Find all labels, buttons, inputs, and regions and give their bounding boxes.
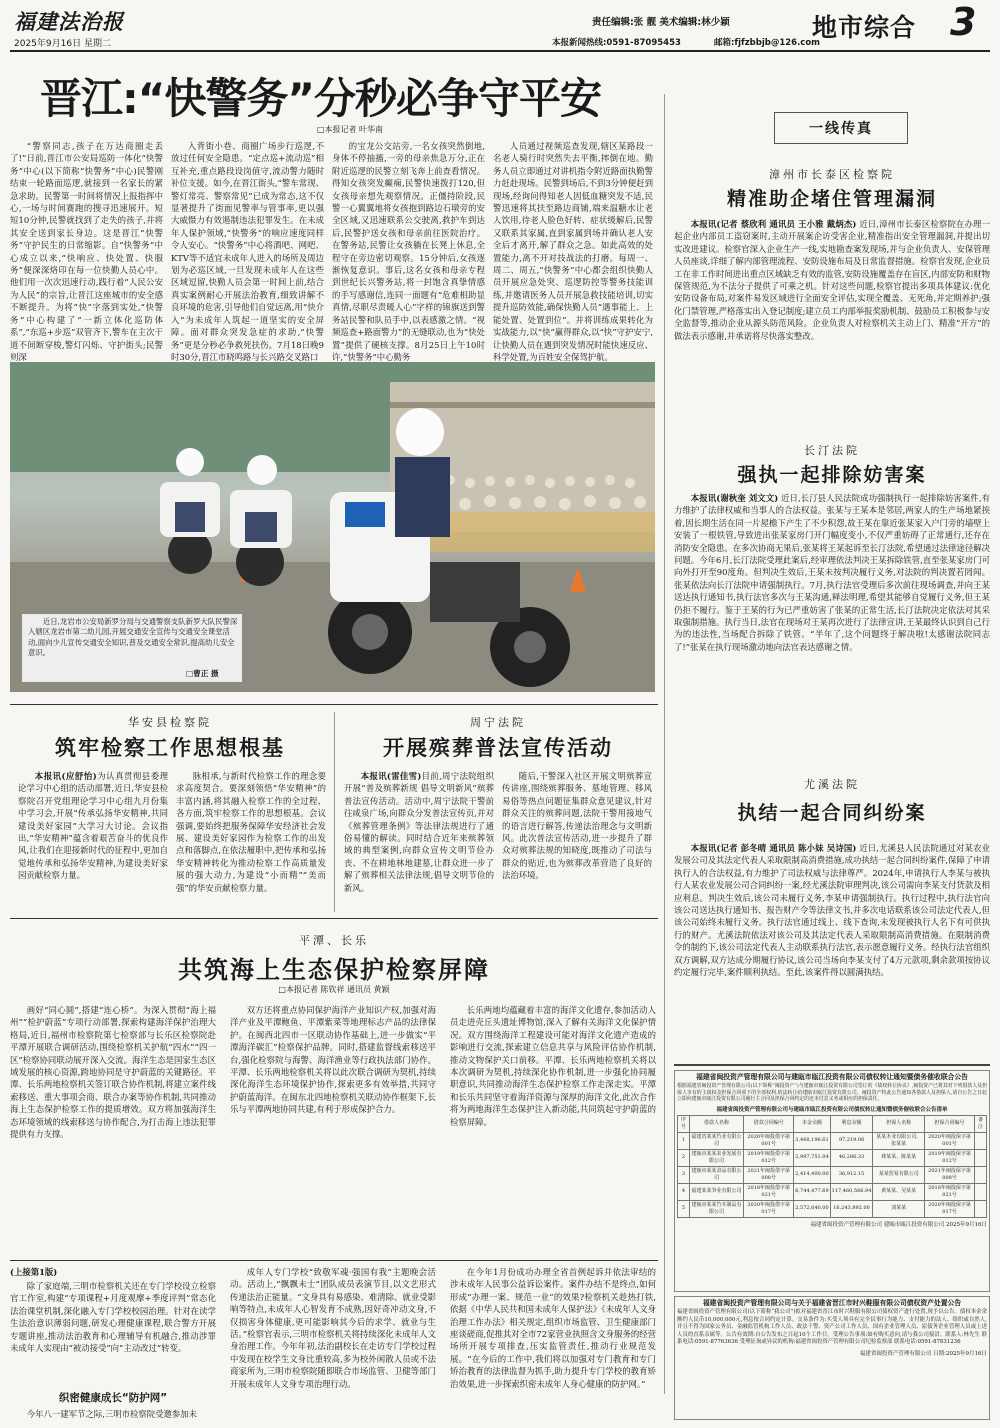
- notice1-table-cell: 建瓯市某某农业发展有限公司: [689, 1149, 743, 1166]
- notice1-table-cell: 福建某某笋业有限公司: [689, 1183, 743, 1200]
- huaan-title: 筑牢检察工作思想根基: [55, 736, 285, 760]
- notice1-table-cell: 3,468,196.61: [794, 1132, 830, 1149]
- story3-kicker: 尤溪法院: [804, 778, 860, 791]
- story1-lead: 本报讯(记者 蔡欣利 通讯员 王小雅 戴炳杰): [690, 219, 857, 229]
- story2-lead: 本报讯(谢秋奎 刘文文): [690, 493, 779, 503]
- notice1-table-cell: [975, 1200, 987, 1217]
- notice1-table-cell: 2018年闽投借字第021号: [744, 1183, 794, 1200]
- lead-col-2: 入背街小巷、商圈广场步行巡逻,不放过任何安全隐患。“定点巡+流动巡”相互补充,重点路段设岗值守,流动警力随时补位支援。如今,在晋江街头,“警车常现、警灯常亮、警察常见”已成为常态,这不仅显著提升了街面见警率与管事率,更以强大威慑力有效遏制违法犯罪发生。在未成年人保护领域,“快警务”的响应速度同样令人安心。“快警务”中心将酒吧、网吧、KTV等不适宜未成年人进入的场所及周边划为必巡区域,一旦发现未成年人在这些区域逗留,快勤人员会第一时间上前,结合真实案例耐心开展法治教育,细致讲解不良环境的危害,引导他们自觉远离,用“快介入”为未成年人筑起一道坚实的安全屏障。面对群众突发急症的求助,“快警务”更是分秒必争救死扶伤。7月18日晚9时30分,晋江市晓鸣路与长兴路交叉路口: [171, 141, 324, 362]
- notice1-table-cell: 2020年闽投借字第001号: [744, 1132, 794, 1149]
- notice1-header-cell: 借款合同编号: [744, 1115, 794, 1132]
- zhouning-kicker: 周宁法院: [470, 716, 526, 729]
- notice1-header-cell: 借款人名称: [689, 1115, 743, 1132]
- section-title: 地市综合: [812, 13, 917, 42]
- story1-kicker: 漳州市长泰区检察院: [769, 168, 895, 181]
- notice-rule: [674, 1064, 990, 1066]
- notice1-table-cell: 黄某某、吴某某: [873, 1183, 925, 1200]
- section-badge: [774, 112, 908, 144]
- notice1-table-cell: 3: [678, 1166, 690, 1183]
- continued-marker: (上接第1版): [10, 1267, 58, 1277]
- story1-body: 本报讯(记者 蔡欣利 通讯员 王小雅 戴炳杰) 近日,漳州市长泰区检察院在办理一起企业内部员工盗窃案时,主动开展案企访受害企业,精准指出安全管理漏洞,并提出切实改进建议。检察官深入企业生产一线,实地勘查案发现场,并与企业负责人、安保管理人员座谈,详细了解内部管理流程、安防设施布局及日常监督措施。检察官发现,企业员工在非工作时间进出重点区域缺乏有效的监管,安防设施覆盖存在盲区,内部安防和财物保管规范,为不法分子提供了可乘之机。针对这些问题,检察官提出多项具体建议:优化安防设备布局,对案件易发区域进行全面安全评估,实现全覆盖、无死角,并定期养护;强化门禁管理,严格落实出入登记制度;建立员工内部举报奖励机制、鼓励员工积极参与安全监督等,推动企业从源头防范风险。企业负责人对检察机关主动上门、精准“开方”的做法表示感谢,并承诺将尽快落实整改。: [674, 219, 990, 341]
- notice2-body: 福建省闽投资产管理有限公司(以下简称“我公司”)拟对福建省晋江市时兴鞋服有限公司债权资产进行处置,现予以公告。债权本金余额约人民币10,000,000元,利息按合同约定计算。交易条件为:买受人须具有完全民事行为能力、支付能力的法人、组织或自然人,并且不得为国家公务员、金融监管机构工作人员、政法干警、资产公司工作人员、国有企业管理人员、原债务企业管理人员或上述人员的直系亲属等。公告有效期:自公告发布之日起10个工作日。受理公告事项:如有购买意向,请与我公司接洽。联系人:林先生 联系电话:0591-87763636 受理征询或异议的机构:福建省闽投资产管理有限公司纪检监察部 联系电话:0591-87831236: [677, 1309, 987, 1346]
- badge-label: 一线传真: [809, 121, 873, 137]
- news-photo: [10, 362, 655, 692]
- story2-body: 本报讯(谢秋奎 刘文文) 近日,长汀县人民法院成功强制执行一起排除妨害案件,有力维护了法律权威和当事人的合法权益。张某与王某本是邻居,两家人的生产场地紧挨着,因长期生活在同一片屋檐下产生了不少积怨,故王某在靠近张某家入户门旁的墙壁上安装了一根铁管,导致进出张某家房门开门幅度变小,不仅严重妨碍了正常通行,还存在消防安全隐患。在多次协商无果后,张某将王某起诉至长汀法院,希望通过法律途径解决问题。今年6月,长汀法院受理此案后,经审理依法判决王某拆除铁管,直至张某家房门可向外打开至90度角。但判决生效后,王某未按判决履行义务,对法院的判决置若罔闻。张某依法向长汀法院申请强制执行。7月,执行法官受理后多次前往现场调查,并向王某送达执行通知书,执行法官多次与王某沟通,释法明理,希望其能够自觉履行义务,但王某仍拒不履行。鉴于王某的行为已严重妨害了张某的正常生活,长汀法院决定依法对其采取强制措施。执行当日,法官在现场对王某再次进行了法律宣讲,王某最终认识到自己行为的违法性,当场配合拆除了铁管。“半年了,这个问题终于解决啦!太感谢法院同志了!”张某在执行现场激动地向法官表达感谢之情。: [674, 493, 990, 652]
- lower-col-1b: 今年八一建军节之际,三明市检察院受邀参加未: [26, 1409, 197, 1419]
- notice1-body: 根据福建省闽投资产管理有限公司(以下简称“闽投资产”)与建瓯市瓯江投资有限公司签订的《债权转让协议》,闽投资产已将其对下列借款人及担保人享有的主债权及担保合同项下的全部权利,依法转让给建瓯市瓯江投资有限公司。闽投资产特此公告通知各借款人及担保人,请自公告之日起立即向建瓯市瓯江投资有限公司履行主合同及担保合同约定的还本付息义务或相应的担保责任。: [677, 1083, 987, 1103]
- notice1-header-cell: 担保人名称: [873, 1115, 925, 1132]
- notice1-title: 福建省闽投资产管理有限公司与建瓯市瓯江投资有限公司债权转让通知暨债务催收联合公告: [696, 1073, 968, 1081]
- editors-line: 责任编辑:张 靓 美术编辑:林少颖: [592, 17, 730, 28]
- notice-2: [674, 1296, 990, 1420]
- notice1-table-cell: 46,286.33: [830, 1149, 873, 1166]
- lower-col-2: 成年人专门学校“致敬军魂·强国有我”主题晚会活动。活动上,“飘飘未士”团队成员表演节目,以文艺形式传递法治正能量。“文身具有易感染、难清除、就业受影响等特点,未成年人心智发育不成熟,因好奇冲动文身,不仅损害身体健康,更可能影响其今后的求学、就业与生活。”检察官表示,三明市检察机关将持续深化未成年人文身治理工作。今年年初,法治副校长在走访专门学校过程中发现在校学生文身比重较高,多为校外闲散人员或不法商家所为,三明市检察院随即联合市场监管、卫健等部门开展未成年人文身专项治理行动。: [230, 1267, 436, 1389]
- notice1-table-cell: 117,460,566.94: [830, 1183, 873, 1200]
- notice1-header-cell: 担保合同编号: [925, 1115, 975, 1132]
- notice1-table-cell: 林某某、陈某某: [873, 1149, 925, 1166]
- notice1-table-cell: 2,572,640.00: [794, 1200, 830, 1217]
- lead-col-1: “警察同志,孩子在万达商圈走丢了!”日前,晋江市公安局巡防一体化“快警务”中心(以下简称“快警务”中心)民警刚结束一轮路面巡逻,就接到一名家长的紧急求助。民警第一时间将情况上报指挥中心,一场与时间赛跑的搜寻迅速展开。短短10分钟,民警就找到了走失的孩子,并将其安全送到家长身边。这是晋江“快警务”守护民生的日常缩影。自“快警务”中心成立以来,“快响应、快处置、快服务”便深深烙印在每一位快勤人员心中。他们用一次次迅速行动,践行着“人民公安为人民”的宗旨,让晋江这座城市的安全感不断提升。为将“快”字落到实处,“快警务”中心构建了“一新立体化巡防体系”,“东巡+步巡”双管齐下,警车在主次干道不间断穿梭,警灯闪烁、守护街头;民警则深: [10, 141, 163, 362]
- notice1-table-cell: 某某木业有限公司、张某某: [873, 1132, 925, 1149]
- notice1-table-cell: 福建省某某竹业有限公司: [689, 1132, 743, 1149]
- issue-date: 2025年9月16日 星期二: [14, 39, 111, 49]
- story1-title: 精准助企堵住管理漏洞: [726, 188, 937, 210]
- notice1-table: [677, 1115, 987, 1218]
- notice1-table-cell: 2,414,400.00: [794, 1166, 830, 1183]
- notice1-table-cell: 2020年闽投保字第017号: [925, 1200, 975, 1217]
- story2-title: 强执一起排除妨害案: [737, 464, 927, 486]
- email-line: 邮箱:fjfzbbjb@126.com: [714, 38, 821, 48]
- notice1-table-cell: 6,744,477.69: [794, 1183, 830, 1200]
- lower-col-1: 除了家庭端,三明市检察机关还在专门学校设立检察官工作室,构建“专项课程+月度观摩+季度评判”常态化法治课堂机制,深化融入专门学校校园治理。针对在读学生法治意识薄弱问题,研发心理健康课程,联合警方开展专题讲座,推动法治教育和心理辅导有机融合,推动涉罪未成年人实现由“被动接受”向“主动改过”转变。: [10, 1281, 216, 1354]
- column-divider: [664, 94, 665, 1394]
- zhouning-title: 开展殡葬普法宣传活动: [383, 736, 613, 760]
- notice1-table-cell: 建瓯市某某食品有限公司: [689, 1166, 743, 1183]
- lower-rule: [10, 1260, 658, 1261]
- notice1-table-cell: 16,243,892.00: [830, 1200, 873, 1217]
- zhouning-col-1: 本报讯(雷佳雪)目前,周宁法院组织开展“普及殡葬新规 倡导文明新风”殡葬普法宣传活动。活动中,周宁法院干警前往咸泉广场,向群众分发普法宣传页,并对《殡葬管理条例》等法律法规进行了通俗易懂的解读。同时结合近年来殡葬领域的典型案例,向群众宣传文明节俭办丧、不在耕地林地建墓,让群众进一步了解了殡葬相关法律法规,倡导文明节俭的新风。: [344, 771, 494, 893]
- notice-1: [674, 1070, 990, 1292]
- notice1-header-cell: 备注: [975, 1115, 987, 1132]
- sea-rule: [10, 918, 658, 919]
- notice1-table-row: [678, 1200, 987, 1217]
- lead-title: 晋江:“快警务”分秒必争守平安: [40, 74, 602, 123]
- notice1-table-cell: 2,997,751.04: [794, 1149, 830, 1166]
- notice1-header-cell: 序号: [678, 1115, 690, 1132]
- notice1-table-cell: 5: [678, 1200, 690, 1217]
- sea-byline: □本报记者 陈钦祥 通讯员 黄颖: [278, 985, 390, 994]
- notice1-table-cell: [975, 1183, 987, 1200]
- notice1-table-cell: 97,219.06: [830, 1132, 873, 1149]
- notice1-table-cell: 2020年闽投保字第001号: [925, 1132, 975, 1149]
- notice2-title: 福建省闽投资产管理有限公司与关于福建省晋江市时兴鞋服有限公司债权资产处置公告: [702, 1299, 962, 1307]
- lead-col-3: 的宝龙公交站旁,一名女孩突然倒地,身体不停抽搐,一旁的母亲焦急万分,正在附近巡逻的民警立刻飞奔上前查看情况。得知女孩突发癫痫,民警快速拨打120,但女孩母亲想先观察情况。正僵持阶段,民警一心翼翼地将女孩抱到路边石墩旁的安全区域,又迅速联系公交驶离,救护车到达后,民警护送女孩和母亲前往医院治疗。在警务站,民警让女孩躺在长凳上休息,全程守在旁边密切观察。15分钟后,女孩逐渐恢复意识。事后,这名女孩和母亲专程到世纪长兴警务站,将一封饱含真挚情感的手写感谢信,连同一面题有“危难相助显真情,尽职尽责暖人心”字样的锦旗送到警务站民警和队员手中,以表感激之情。“视频巡查+路面警力”的无缝联动,也为“快处置”提供了硬核支撑。8月25日上午10时许,“快警务”中心勤务: [332, 141, 485, 362]
- zhouning-col-2: 随后,干警深入社区开展文明殡葬宣传讲座,围绕殡葬服务、墓地管理、移风易俗等热点问题征集群众意见建议,针对群众关注的殡葬问题,法院干警用接地气的语言进行解答,传递法治理念与文明新风。此次普法宣传活动,进一步提升了群众对殡葬法规的知晓度,既推动了司法与群众的贴近,也为殡葬改革营造了良好的法治环境。: [502, 771, 652, 881]
- lower-subhead: 织密健康成长“防护网”: [58, 1392, 168, 1404]
- newspaper-logo: 福建法治报: [14, 9, 124, 34]
- notice1-table-cell: 2: [678, 1149, 690, 1166]
- story3-lead: 本报讯(记者 彭冬晴 通讯员 陈小妹 吴诗国): [690, 843, 857, 853]
- sea-col-3: 长乐两地均蕴藏着丰富的海洋文化遗存,参加活动人员走进壳丘头遗址博物馆,深入了解有关海洋文化保护情况。双方围绕海洋工程建设可能对海洋文化遗产造成的影响进行交流,探索建立信息共享与风险评估协作机制,推动文物保护关口前移。平潭、长乐两地检察机关将以本次调研为契机,持续深化协作机制,进一步强化协同履职意识,共同推动海洋生态保护检察工作走深走实。平潭和长乐共同坚守着海洋资源与深厚的海洋文化,此次合作将为两地海洋生态保护注入新动能,共同筑起守护蔚蓝的检察屏障。: [450, 1005, 656, 1127]
- notice1-table-cell: 2021年闽投借字第008号: [744, 1166, 794, 1183]
- notice1-table-row: [678, 1183, 987, 1200]
- notice1-table-cell: [975, 1149, 987, 1166]
- huaan-kicker: 华安县检察院: [128, 716, 212, 729]
- notice1-header-cell: 利息余额: [830, 1115, 873, 1132]
- lead-byline: □本报记者 叶华南: [316, 125, 384, 134]
- notice1-table-cell: 某某贸易有限公司: [873, 1166, 925, 1183]
- sea-title: 共筑海上生态保护检察屏障: [178, 956, 490, 984]
- notice1-table-row: [678, 1132, 987, 1149]
- notice1-table-cell: 36,912.15: [830, 1166, 873, 1183]
- notice1-table-title: 福建省闽投资产管理有限公司与建瓯市瓯江投资有限公司债权转让通知暨债务催收联合公告清单: [716, 1106, 948, 1113]
- notice1-header-cell: 本金余额: [794, 1115, 830, 1132]
- notice2-footer: 福建省闽投资产管理有限公司 日期:2025年9月16日: [859, 1350, 987, 1357]
- notice1-table-cell: [975, 1166, 987, 1183]
- huaan-col-1: 本报讯(应舒怡)为认真贯彻县委理论学习中心组的活动部署,近日,华安县检察院召开党组理论学习中心组九月份集中学习会,开展“传承弘扬华安精神,共同建设美好家园”大学习大讨论。会议指出,“华安精神”蕴含着艰苦奋斗的优良作风,让我们在迎接新时代的征程中,更加自觉地传承和弘扬华安精神,为建设美好家园贡献检察力量。: [18, 771, 168, 881]
- notice1-table-row: [678, 1149, 987, 1166]
- notice1-table-cell: 2020年闽投借字第017号: [744, 1200, 794, 1217]
- photo-caption: 近日,龙岩市公安局新罗分局与交通警察支队新罗大队民警深入辖区龙岩市第二幼儿园,开展交通安全宣传与交通安全课堂活动,面向少儿宣传交通安全知识,普及交通安全常识,提高幼儿安全意识。: [28, 617, 238, 658]
- notice1-table-cell: 建瓯市某某竹木制品有限公司: [689, 1200, 743, 1217]
- huaan-col-2: 脉相承,与新时代检察工作的理念要求高度契合。要深刻领悟“华安精神”的丰富内涵,将其融入检察工作的全过程、各方面,筑牢检察工作的思想根基。会议强调,要始终把服务保障华安经济社会发展、建设美好家园作为检察工作的出发点和落脚点,在依法履职中,把传承和弘扬华安精神转化为推动检察工作高质量发展的强大动力,为建设“小而精”“美而强”的华安贡献检察力量。: [176, 771, 326, 893]
- notice1-table-cell: 2021年闽投保字第008号: [925, 1166, 975, 1183]
- notice1-table-cell: 1: [678, 1132, 690, 1149]
- story2-kicker: 长汀法院: [804, 444, 860, 457]
- notice1-table-cell: [975, 1132, 987, 1149]
- story3-title: 执结一起合同纠纷案: [737, 802, 927, 824]
- notice1-footer: 福建省闽投资产管理有限公司 建瓯市瓯江投资有限公司 2025年9月16日: [810, 1221, 987, 1228]
- mid-divider: [334, 712, 335, 912]
- masthead: [0, 0, 1000, 52]
- sea-col-1: 画好“同心圆”,搭建“连心桥”。为深入贯彻“海上福州”“检护蔚蓝”专项行动部署,探索构建海洋保护治理大格局,近日,福州市检察院第七检察部与长乐区检察院赴平潭开展联合调研活动,围绕检察机关护航“四水”“四一区”检察协同联动展开深入交流。海洋生态是国家生态区域发展的核心资源,跨地协同是守护蔚蓝的关键路径。平潭、长乐两地检察机关签订联合协作机制,将建立案件线索移送、重大事项会商、联合办案等协作机制,共同推动海上生态保护检察工作的提质增效。双方将加强海洋生态环境领域的线索移送与协作配合,为打击海上违法犯罪提供有力支撑。: [10, 1005, 216, 1140]
- lead-col-4: 人员通过视频巡查发现,辖区某路段一名老人骑行时突然失去平衡,摔倒在地。勤务人员立即通过对讲机指令附近路面执勤警力赶赴现场。民警到场后,不到3分钟便赶到现场,经询问得知老人因低血糖突发不适,民警迅速将其扶至路边商铺,端来温糖水让老人饮用,待老人脸色好转、症状缓解后,民警又联系其家属,直到家属到场并确认老人安全后才离开,解了群众之急。如此高效的处置能力,离不开对技战法的打磨。每周一、周二、周五,“快警务”中心都会组织快勤人员开展应急处突、巡逻防控等警务技能训练,并邀请医务人员开展急救技能培训,切实提升巡防效能,确保快勤人员“遇事能上、上能处置、处置到位”。并将训练成果转化为实战能力,以“快”赢得群众,以“快”守护安宁,让快勤人员在遇到突发情况时能快速反应、科学处置,为百姓安全保驾护航。: [493, 141, 653, 362]
- notice1-table-cell: 2018年闽投保字第021号: [925, 1183, 975, 1200]
- photo-credit: □曹正 摄: [186, 669, 219, 678]
- sea-kicker: 平潭、长乐: [299, 934, 369, 947]
- mid-rule: [10, 704, 658, 705]
- masthead-rule: [10, 50, 990, 52]
- lower-col-3: 在今年1月份成功办理全省首例起诉并依法审结的涉未成年人民事公益诉讼案件。案件办结不是终点,如何形成“办理一案、规范一业”的效果?检察机关趁热打铁,依据《中华人民共和国未成年人保护法》《未成年人文身治理工作办法》相关规定,组织市场监管、卫生健康部门座谈磋商,促推其对全市72家营业执照含文身服务的经营场所开展专项排查,压实监管责任,推动行业规范发展。“在今后的工作中,我们将以加强对专门教育和专门矫治教育的法律监督为抓手,助力提升专门学校的教育矫治效果,进一步探索织密未成年人身心健康的防护网。”: [450, 1267, 656, 1389]
- notice1-table-row: [678, 1166, 987, 1183]
- story3-body: 本报讯(记者 彭冬晴 通讯员 陈小妹 吴诗国) 近日,尤溪县人民法院通过对某农业发展公司及其法定代表人采取限制高消费措施,成功执结一起合同纠纷案件,保障了申请执行人的合法权益,有力维护了司法权威与法律尊严。2024年,申请执行人李某与被执行人某农业发展公司合同纠纷一案,经尤溪法院审理判决,该公司需向李某支付货款及相应利息。判决生效后,该公司未履行义务,李某申请强制执行。执行过程中,执行法官向该公司送达执行通知书、报告财产令等法律文书,并多次电话联系该公司法定代表人,但该公司始终未履行义务。执行法官通过线上、线下查询,未发现被执行人名下有可供执行的财产。尤溪法院依法对该公司及其法定代表人采取限制高消费措施。在限制消费令的制约下,该公司法定代表人主动联系执行法官,表示愿意履行义务。经执行法官组织双方调解,双方达成分期履行协议,该公司当场向李某支付了4万元款项,剩余款项按协议约定履行完毕,案件顺利执结。至此,该案件得以圆满执结。: [674, 843, 990, 978]
- notice1-table-cell: 2019年闽投保字第012号: [925, 1149, 975, 1166]
- page-number: 3: [950, 0, 977, 44]
- notice1-table-cell: 4: [678, 1183, 690, 1200]
- notice1-table-cell: 2019年闽投借字第012号: [744, 1149, 794, 1166]
- sea-col-2: 双方还将重点协同保护海洋产业知识产权,加强对海洋产业及平潭鲍鱼、平潭紫菜等地理标志产品的法律保护。在闽西北四市一区联动协作基础上,进一步做实“平潭海洋碳汇”检察保护品牌。同时,搭建监督线索移送平台,强化检察院与海警、海洋渔业等行政执法部门协作。平潭、长乐两地检察机关将以此次联合调研为契机,持续深化海洋生态环境保护协作,探索更多有效举措,共同守护蔚蓝海洋。在闽东北四地检察机关联动协作框架下,长乐与平潭两地协同共建,有利于形成保护合力。: [230, 1005, 436, 1115]
- news-hotline: 本报新闻热线:0591-87095453: [552, 38, 681, 48]
- notice1-table-cell: 刘某某: [873, 1200, 925, 1217]
